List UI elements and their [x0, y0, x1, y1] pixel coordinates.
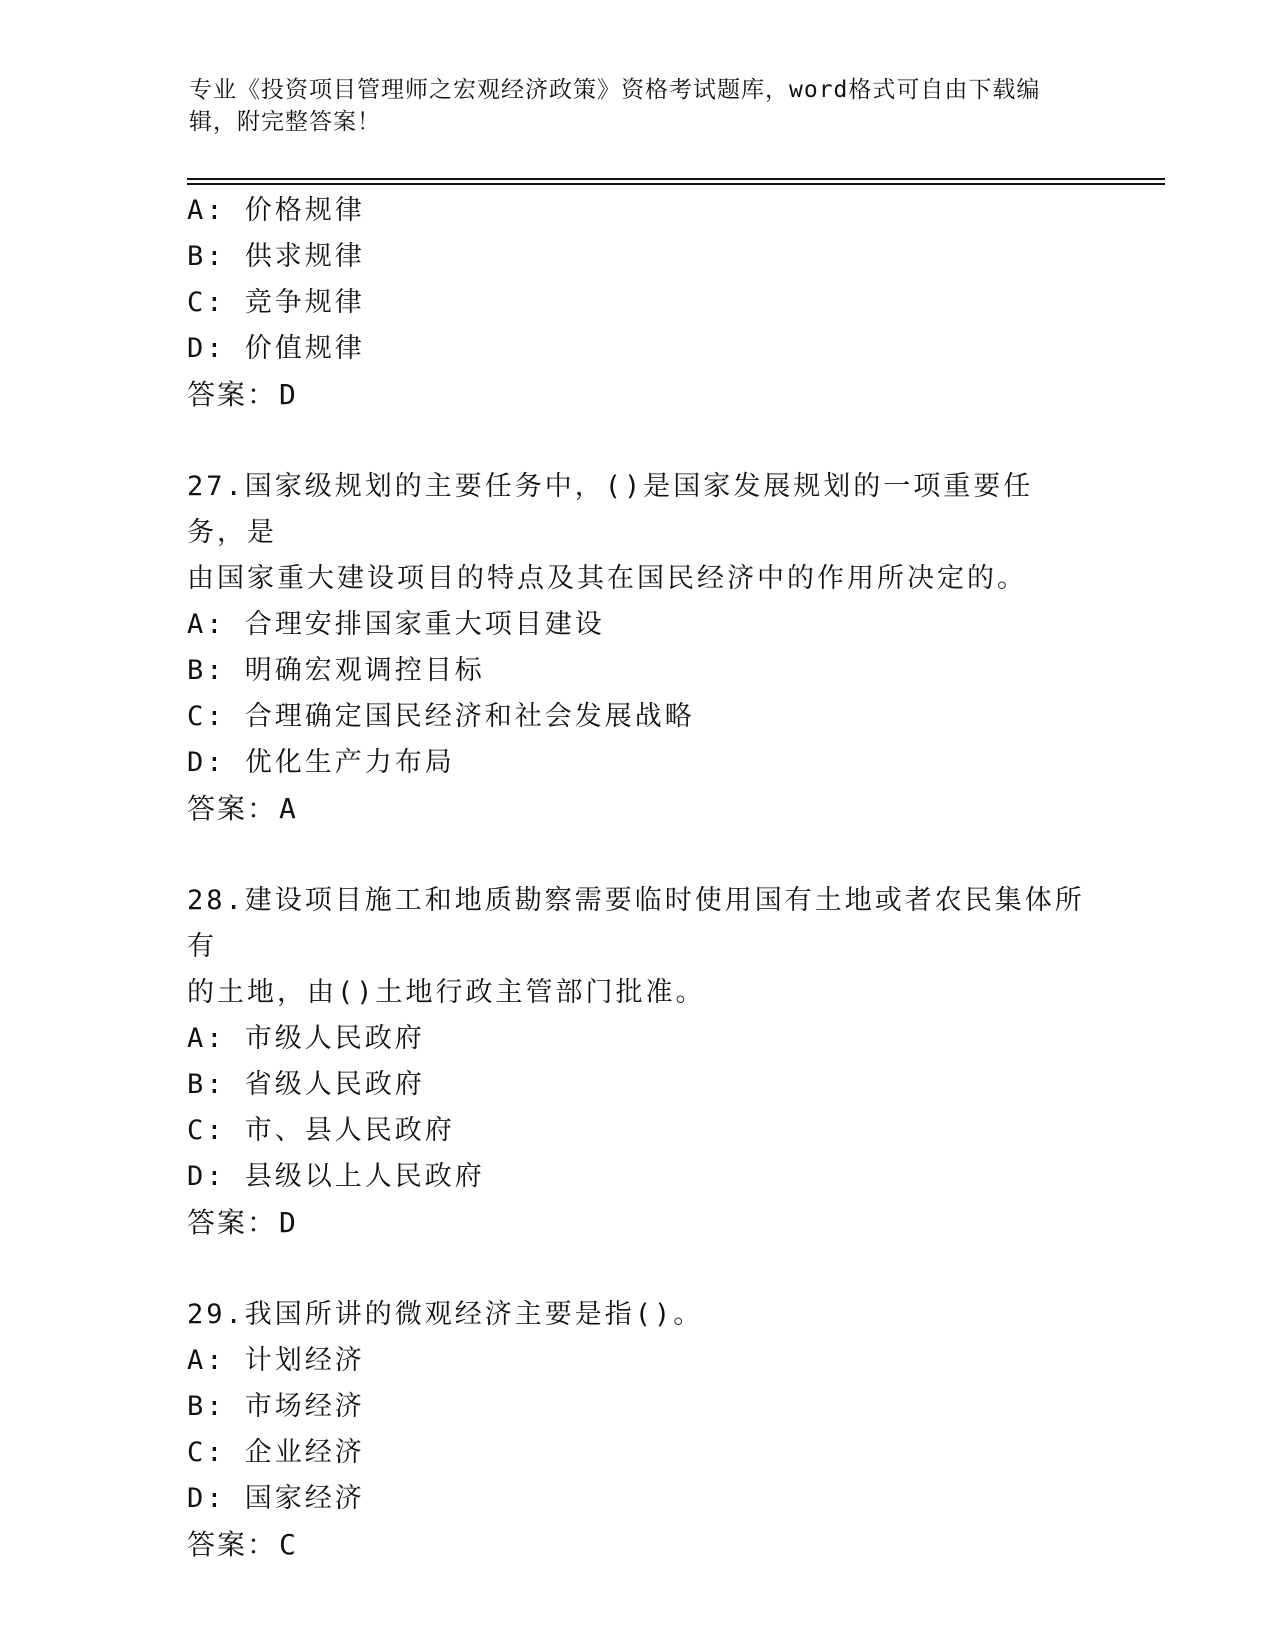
- answer-line: [187, 786, 1087, 832]
- option-a: A: 计划经济: [187, 1345, 365, 1376]
- option-b: B: 明确宏观调控目标: [187, 655, 485, 686]
- answer-value: A: [279, 792, 298, 825]
- question-stem: [187, 878, 1087, 1016]
- answer-line: [187, 1522, 1087, 1568]
- option-a: A: 价格规律: [187, 195, 365, 226]
- answer-value: D: [279, 1206, 298, 1239]
- option-d: D: 价值规律: [187, 333, 365, 364]
- option-b: B: 市场经济: [187, 1391, 365, 1422]
- answer-label: 答案：: [187, 1206, 278, 1239]
- question-stem-line-2: 由国家重大建设项目的特点及其在国民经济中的作用所决定的。: [187, 563, 1027, 594]
- answer-label: 答案：: [187, 378, 278, 411]
- question-stem-line-1: 28.建设项目施工和地质勘察需要临时使用国有土地或者农民集体所有: [187, 885, 1085, 962]
- option-d: D: 县级以上人民政府: [187, 1161, 485, 1192]
- option-c: C: 企业经济: [187, 1437, 365, 1468]
- option-c: C: 市、县人民政府: [187, 1115, 455, 1146]
- answer-label: 答案：: [187, 792, 278, 825]
- answer-label: 答案：: [187, 1528, 278, 1561]
- answer-value: C: [279, 1528, 298, 1561]
- option-a: A: 合理安排国家重大项目建设: [187, 609, 605, 640]
- question-stem-line-1: 29.我国所讲的微观经济主要是指()。: [187, 1299, 704, 1330]
- option-a: A: 市级人民政府: [187, 1023, 425, 1054]
- answer-line: [187, 372, 1087, 418]
- answer-value: D: [279, 378, 298, 411]
- option-c: C: 竞争规律: [187, 287, 365, 318]
- question-stem: [187, 1292, 1087, 1338]
- header-divider-bottom: [187, 183, 1165, 185]
- header-divider-top: [187, 178, 1165, 180]
- question-stem-line-1: 27.国家级规划的主要任务中，()是国家发展规划的一项重要任务，是: [187, 471, 1034, 548]
- option-c: C: 合理确定国民经济和社会发展战略: [187, 701, 695, 732]
- question-stem-line-2: 的土地，由()土地行政主管部门批准。: [187, 977, 706, 1008]
- document-header: [189, 74, 1069, 138]
- question-block-27: [187, 464, 1087, 832]
- question-block-28: [187, 878, 1087, 1246]
- question-block-partial: [187, 188, 1087, 418]
- header-line-2: 辑，附完整答案！: [189, 109, 381, 135]
- answer-line: [187, 1200, 1087, 1246]
- option-b: B: 省级人民政府: [187, 1069, 425, 1100]
- question-content: [187, 188, 1087, 1568]
- header-line-1: 专业《投资项目管理师之宏观经济政策》资格考试题库，word格式可自由下载编: [189, 77, 1041, 103]
- question-block-29: [187, 1292, 1087, 1568]
- option-d: D: 国家经济: [187, 1483, 365, 1514]
- option-d: D: 优化生产力布局: [187, 747, 455, 778]
- question-stem: [187, 464, 1087, 602]
- option-b: B: 供求规律: [187, 241, 365, 272]
